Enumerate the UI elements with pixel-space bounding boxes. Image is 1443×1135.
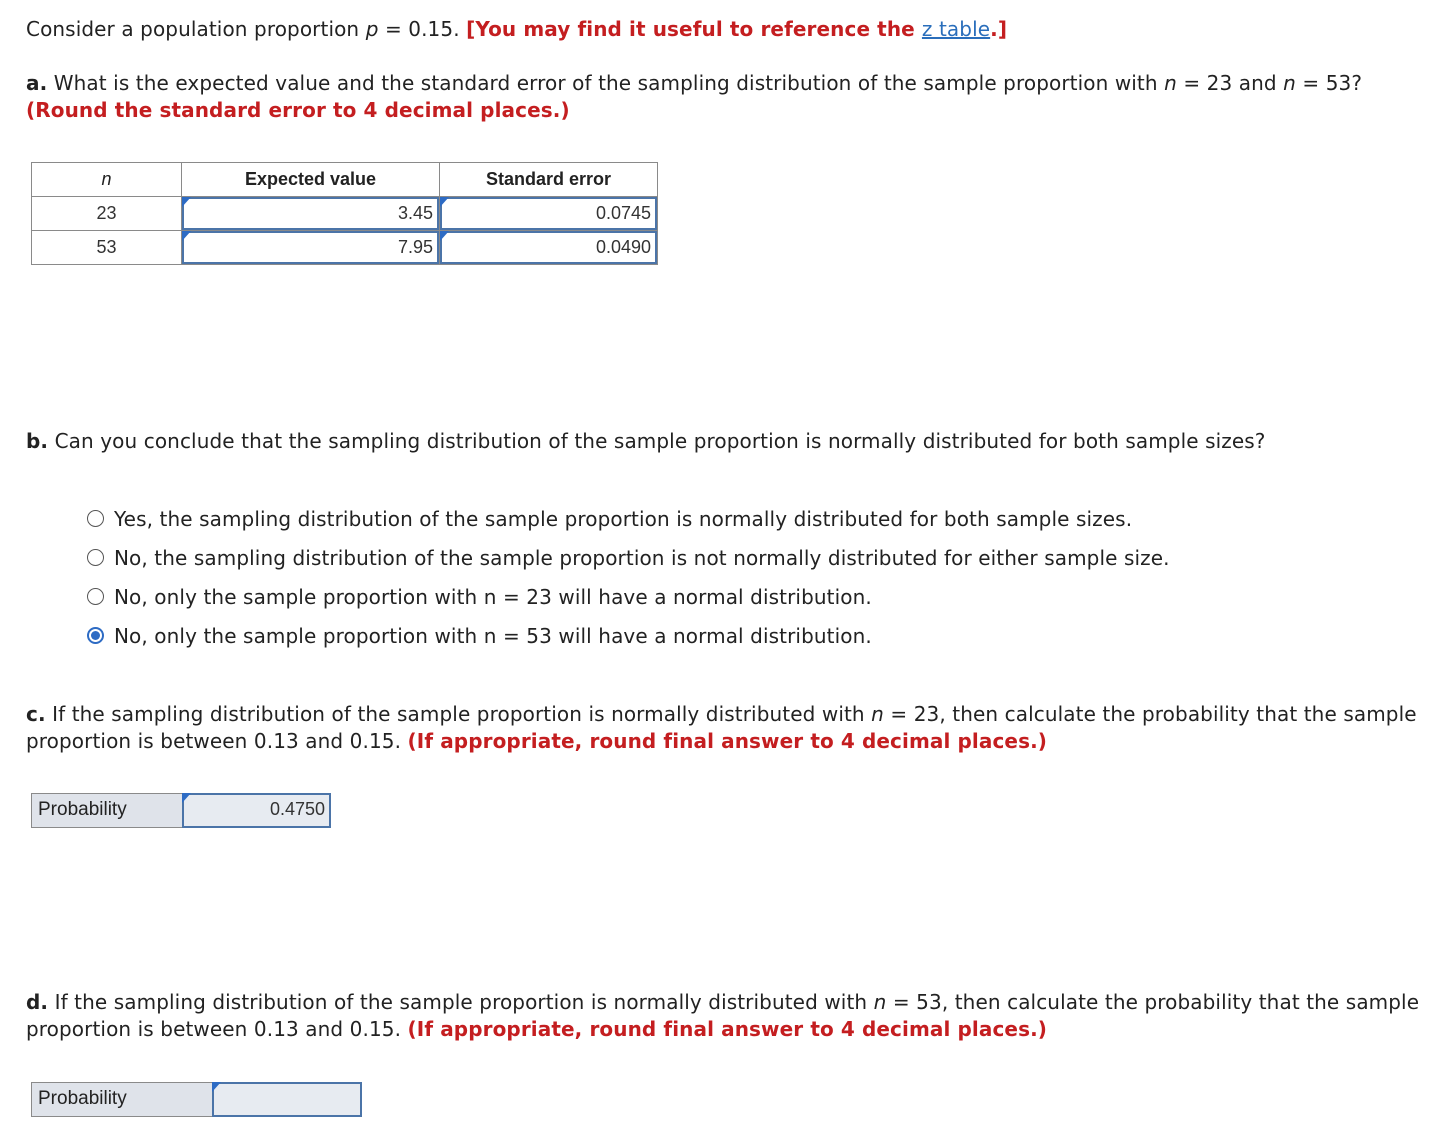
probability-label-c: Probability <box>31 793 183 828</box>
probability-cell-c <box>182 793 331 828</box>
flag-icon <box>182 197 191 207</box>
z-table-link[interactable]: z table <box>921 17 991 41</box>
flag-icon <box>440 197 449 207</box>
radio-option-3[interactable] <box>87 588 104 605</box>
standard-error-cell <box>440 197 658 231</box>
radio-option-4-selected[interactable] <box>87 627 104 644</box>
header-expected-value: Expected value <box>182 163 440 197</box>
part-d-question-line2: proportion is between 0.13 and 0.15. (If appropriate, round final answer to 4 decimal places.) <box>26 1017 1048 1041</box>
option-label[interactable]: No, the sampling distribution of the sample proportion is not normally distributed for either sample size. <box>114 546 1170 570</box>
radio-option-2[interactable] <box>87 549 104 566</box>
expected-value-cell <box>182 197 440 231</box>
expected-value-input[interactable]: 7.95 <box>182 231 439 264</box>
probability-cell-d <box>212 1082 362 1117</box>
part-a-table <box>31 162 658 265</box>
flag-icon <box>182 793 191 803</box>
option-label[interactable]: No, only the sample proportion with n = 53 will have a normal distribution. <box>114 624 872 648</box>
option-label[interactable]: Yes, the sampling distribution of the sample proportion is normally distributed for both sample sizes. <box>114 507 1133 531</box>
header-standard-error: Standard error <box>440 163 658 197</box>
part-a-question: a. What is the expected value and the standard error of the sampling distribution of the sample proportion with n = 23 and n = 53? <box>26 71 1363 95</box>
probability-input-c[interactable]: 0.4750 <box>182 793 331 828</box>
probability-input-d[interactable] <box>212 1082 362 1117</box>
part-c-question: c. If the sampling distribution of the sample proportion is normally distributed with n = 23, then calculate the probability that the sample <box>26 702 1417 726</box>
standard-error-cell <box>440 231 658 265</box>
flag-icon <box>212 1082 221 1092</box>
expected-value-cell <box>182 231 440 265</box>
table-row <box>32 231 658 265</box>
option-label[interactable]: No, only the sample proportion with n = 23 will have a normal distribution. <box>114 585 872 609</box>
flag-icon <box>182 231 191 241</box>
expected-value-input[interactable]: 3.45 <box>182 197 439 230</box>
header-n: n <box>32 163 182 197</box>
table-row <box>32 197 658 231</box>
radio-option-1[interactable] <box>87 510 104 527</box>
probability-label-d: Probability <box>31 1082 213 1117</box>
part-b-question: b. Can you conclude that the sampling distribution of the sample proportion is normally distributed for both sample sizes? <box>26 429 1266 453</box>
part-a-instruction: (Round the standard error to 4 decimal places.) <box>26 98 570 122</box>
intro-line: Consider a population proportion p = 0.15. [You may find it useful to reference the z table.] <box>26 17 1008 41</box>
standard-error-input[interactable]: 0.0745 <box>440 197 657 230</box>
n-value: 23 <box>32 197 182 231</box>
part-d-question: d. If the sampling distribution of the sample proportion is normally distributed with n = 53, then calculate the probability that the sample <box>26 990 1420 1014</box>
flag-icon <box>440 231 449 241</box>
standard-error-input[interactable]: 0.0490 <box>440 231 657 264</box>
n-value: 53 <box>32 231 182 265</box>
part-c-question-line2: proportion is between 0.13 and 0.15. (If appropriate, round final answer to 4 decimal places.) <box>26 729 1048 753</box>
